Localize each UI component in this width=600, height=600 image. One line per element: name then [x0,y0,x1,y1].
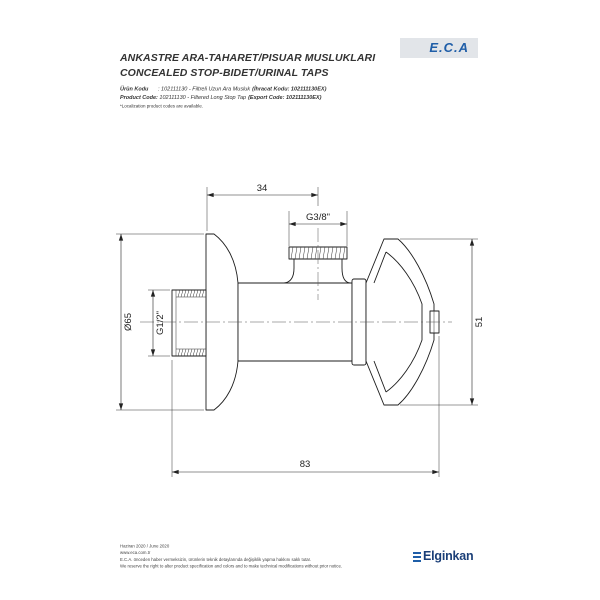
localization-note: *Localization product codes are available. [120,103,204,109]
dim-inlet-thread-label: G1/2" [155,311,166,335]
elginkan-logo [413,549,479,565]
outlet-connection [284,247,350,283]
outlet-neck [284,259,350,283]
page-title-en: CONCEALED STOP-BIDET/URINAL TAPS [120,67,329,79]
dim-flange-to-outlet-label: 34 [256,183,268,194]
dim-handle-height-label: 51 [474,316,485,328]
footer-disclaimer-tr: E.C.A. önceden haber vermeksizin, ürünlerin teknik detaylarında değişiklik yapma hakkını saklı tutar. [120,556,312,562]
footer-disclaimer-en: We reserve the right to alter product specification and colors and to make technical modifications without prior notice. [120,563,343,569]
eca-logo-text: E.C.A [429,40,469,55]
product-code-en-value: 102111130 - Filtered Long Stop Tap [157,94,247,101]
dim-overall-length-label: 83 [299,459,311,470]
page-title-tr: ANKASTRE ARA-TAHARET/PISUAR MUSLUKLARI [120,52,376,64]
product-code-tr-value: : 102111130 - Filtreli Uzun Ara Musluk [158,86,251,92]
dim-outlet-thread-label: G3/8" [306,212,330,223]
dim-inlet-thread [148,290,170,356]
footer-date: Haziran 2020 / June 2020 [120,543,170,549]
dim-flange-diameter-label: Ø65 [123,313,134,331]
inlet-thread [172,290,206,356]
footer [120,543,342,570]
product-code-tr-label: Ürün Kodu [120,86,149,92]
export-code-tr: (İhracat Kodu: 102111130EX) [252,86,327,92]
elginkan-logo-icon [413,552,421,563]
footer-website: www.eca.com.tr [120,550,151,556]
elginkan-logo-text: Elginkan [423,549,474,563]
product-code-en-label: Product Code: [120,94,158,101]
export-code-en: (Export Code: 102111130EX) [248,94,322,101]
